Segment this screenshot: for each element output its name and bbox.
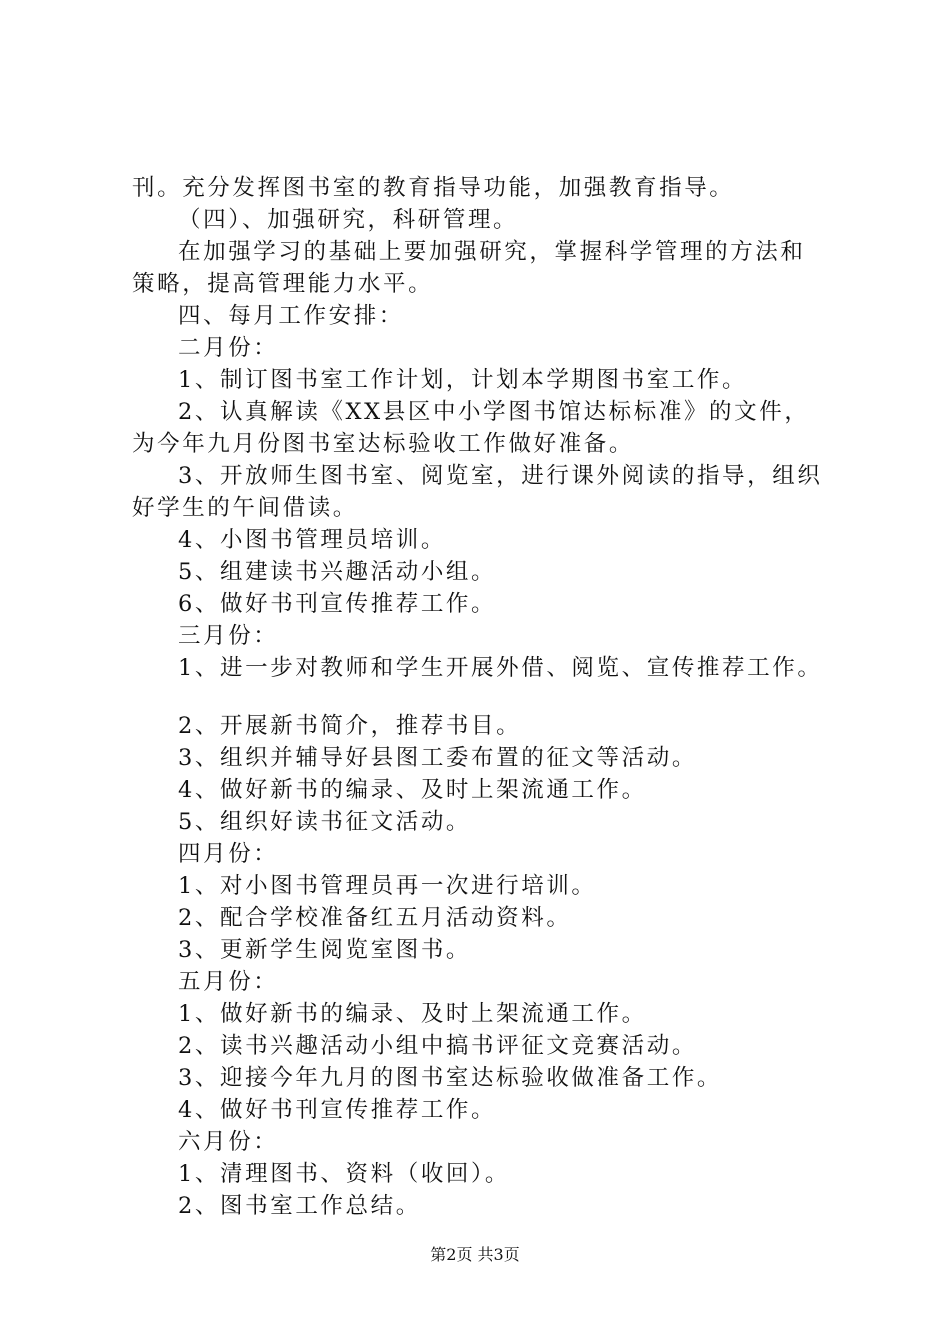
text-line: 1、做好新书的编录、及时上架流通工作。 bbox=[178, 1001, 647, 1027]
text-line: 4、做好书刊宣传推荐工作。 bbox=[178, 1097, 497, 1123]
text-line: 2、读书兴趣活动小组中搞书评征文竞赛活动。 bbox=[178, 1033, 697, 1059]
document-body bbox=[0, 172, 950, 1222]
text-line: 1、制订图书室工作计划，计划本学期图书室工作。 bbox=[178, 367, 748, 393]
text-line: 二月份： bbox=[178, 335, 279, 361]
text-line: 3、组织并辅导好县图工委布置的征文等活动。 bbox=[178, 745, 697, 771]
text-line: 1、对小图书管理员再一次进行培训。 bbox=[178, 873, 597, 899]
blank-line bbox=[0, 684, 950, 710]
text-line: 3、更新学生阅览室图书。 bbox=[178, 937, 472, 963]
text-line: 三月份： bbox=[178, 623, 279, 649]
text-line: （四）、加强研究，科研管理。 bbox=[178, 207, 519, 233]
text-line: 在加强学习的基础上要加强研究，掌握科学管理的方法和 bbox=[178, 239, 806, 265]
text-line: 5、组建读书兴趣活动小组。 bbox=[178, 559, 497, 585]
text-line: 五月份： bbox=[178, 969, 279, 995]
text-line: 1、进一步对教师和学生开展外借、阅览、宣传推荐工作。 bbox=[178, 655, 823, 681]
text-line: 刊。充分发挥图书室的教育指导功能，加强教育指导。 bbox=[132, 175, 735, 201]
page-footer: 第2页 共3页 bbox=[430, 1245, 520, 1264]
text-line: 3、开放师生图书室、阅览室，进行课外阅读的指导，组织 bbox=[178, 463, 823, 489]
text-line: 2、认真解读《XX县区中小学图书馆达标标准》的文件， bbox=[178, 399, 810, 425]
text-line: 四月份： bbox=[178, 841, 279, 867]
text-line: 2、开展新书简介，推荐书目。 bbox=[178, 713, 522, 739]
text-line: 2、配合学校准备红五月活动资料。 bbox=[178, 905, 572, 931]
text-line: 四、每月工作安排： bbox=[178, 303, 404, 329]
text-line: 5、组织好读书征文活动。 bbox=[178, 809, 472, 835]
text-line: 好学生的午间借读。 bbox=[132, 495, 358, 521]
text-line: 1、清理图书、资料（收回）。 bbox=[178, 1161, 510, 1187]
text-line: 策略，提高管理能力水平。 bbox=[132, 271, 434, 297]
text-line: 4、做好新书的编录、及时上架流通工作。 bbox=[178, 777, 647, 803]
text-line: 2、图书室工作总结。 bbox=[178, 1193, 421, 1219]
text-line: 3、迎接今年九月的图书室达标验收做准备工作。 bbox=[178, 1065, 723, 1091]
text-line: 6、做好书刊宣传推荐工作。 bbox=[178, 591, 497, 617]
text-line: 六月份： bbox=[178, 1129, 279, 1155]
text-line: 为今年九月份图书室达标验收工作做好准备。 bbox=[132, 431, 635, 457]
text-line: 4、小图书管理员培训。 bbox=[178, 527, 446, 553]
